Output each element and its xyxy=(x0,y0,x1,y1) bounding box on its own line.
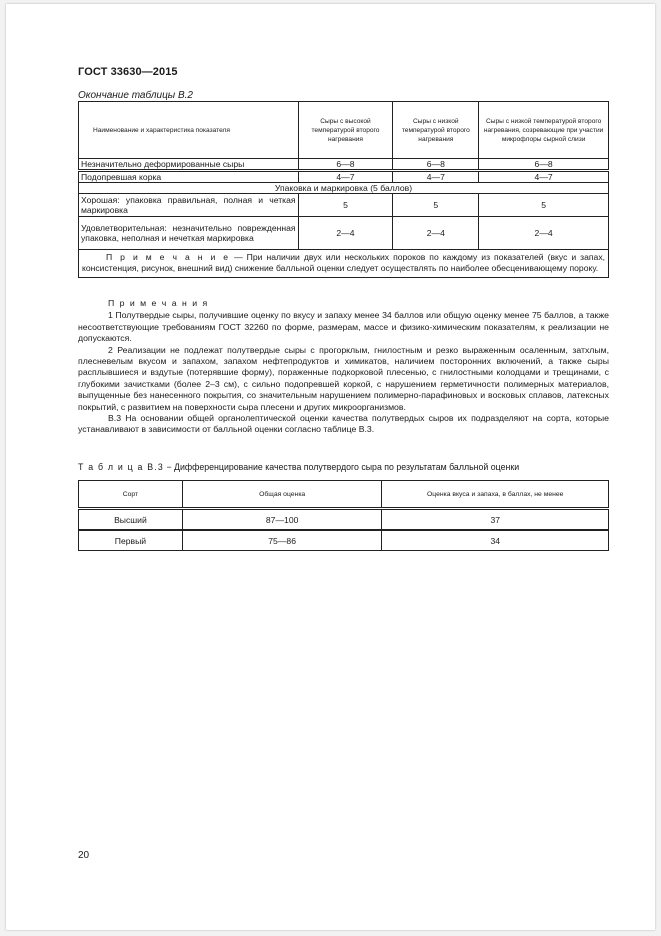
table-note xyxy=(79,250,609,278)
table-header-cell: Сыры с низкой температурой второго нагревания, созревающие при участии микрофлоры сырной слизи xyxy=(479,102,609,159)
table-cell: 87—100 xyxy=(182,509,382,531)
table-section-row xyxy=(79,183,609,194)
table-b3-header-row xyxy=(79,481,609,509)
document-page xyxy=(6,4,655,930)
table-b2-header-row xyxy=(79,102,609,159)
table-cell: Незначительно деформированные сыры xyxy=(79,159,299,171)
table-row xyxy=(79,171,609,183)
note-text: — При наличии двух или нескольких пороков по каждому из показателей (вкус и запах, консистенция, рисунок, внешний вид) снижение балльной оценки следует осуществлять по наиболее обесценивающему пороку. xyxy=(82,252,606,273)
table-cell: 4—7 xyxy=(479,171,609,183)
table-note-row xyxy=(79,250,609,278)
table-cell: 4—7 xyxy=(298,171,393,183)
table-header-cell: Сорт xyxy=(79,481,183,509)
table-b3-label: Т а б л и ц а В.3 xyxy=(78,462,164,472)
table-row xyxy=(79,159,609,171)
table-row xyxy=(79,509,609,531)
table-cell: Удовлетворительная: незначительно поврежденная упаковка, неполная и нечеткая маркировка xyxy=(79,217,299,250)
table-cell: 5 xyxy=(393,194,479,217)
table-b3-caption xyxy=(78,462,519,472)
table-row xyxy=(79,194,609,217)
document-code: ГОСТ 33630—2015 xyxy=(78,66,178,78)
table-b3-title: − Дифференцирование качества полутвердого сыра по результатам балльной оценки xyxy=(164,462,520,472)
table-header-cell: Сыры с высокой температурой второго нагревания xyxy=(298,102,393,159)
table-cell: 6—8 xyxy=(298,159,393,171)
table-cell: 2—4 xyxy=(393,217,479,250)
table-row xyxy=(79,217,609,250)
notes-block xyxy=(78,298,609,436)
table-header-cell: Наименование и характеристика показателя xyxy=(79,102,299,159)
table-cell: 37 xyxy=(382,509,609,531)
table-header-cell: Оценка вкуса и запаха, в баллах, не менее xyxy=(382,481,609,509)
note-paragraph: 1 Полутвердые сыры, получившие оценку по вкусу и запаху менее 34 баллов или общую оценку менее 75 баллов, а также несоответствующие требованиям ГОСТ 32260 по форме, размерам, массе и физико-химическим показателям, к реализации не допускаются. xyxy=(78,310,609,344)
table-b3 xyxy=(78,480,609,551)
table-header-cell: Сыры с низкой температурой второго нагревания xyxy=(393,102,479,159)
table-cell: Первый xyxy=(79,530,183,551)
body-paragraph: В.3 На основании общей органолептической оценки качества полутвердых сыров их подразделяют на сорта, которые устанавливают в зависимости от балльной оценки согласно таблице В.3. xyxy=(78,413,609,435)
table-b2 xyxy=(78,101,609,278)
table-cell: 5 xyxy=(298,194,393,217)
table-section-title: Упаковка и маркировка (5 баллов) xyxy=(79,183,609,194)
table-cell: Подопревшая корка xyxy=(79,171,299,183)
table-cell: Высший xyxy=(79,509,183,531)
table-cell: 5 xyxy=(479,194,609,217)
table-cell: 34 xyxy=(382,530,609,551)
table-cell: 2—4 xyxy=(298,217,393,250)
note-label: П р и м е ч а н и е xyxy=(106,252,231,262)
table-cell: 6—8 xyxy=(393,159,479,171)
page-number: 20 xyxy=(78,850,90,861)
note-paragraph: 2 Реализации не подлежат полутвердые сыры с прогорклым, гнилостным и резко выраженным осаленным, затхлым, плесневелым вкусом и запахом, запахом нефтепродуктов и химикатов, наличием посторонних включений, а также сыры расплывшиеся и вздутые (потерявшие форму), пораженные подкорковой плесенью, с гнилостными колодцами и трещинами, с глубокими зачистками (более 2–3 см), с сильно подопревшей коркой, с нарушением герметичности полимерных материалов, выпущенные без нанесенного покрытия, со значительным нарушением полимерно-парафиновых и восковых сплавов, латексных покрытий, с развитием на поверхности сыра плесени и других микроорганизмов. xyxy=(78,344,609,412)
table-row xyxy=(79,530,609,551)
table-cell: 4—7 xyxy=(393,171,479,183)
table-b2-caption: Окончание таблицы В.2 xyxy=(78,90,193,101)
table-cell: 6—8 xyxy=(479,159,609,171)
table-cell: 75—86 xyxy=(182,530,382,551)
table-header-cell: Общая оценка xyxy=(182,481,382,509)
table-cell: 2—4 xyxy=(479,217,609,250)
table-cell: Хорошая: упаковка правильная, полная и четкая маркировка xyxy=(79,194,299,217)
notes-title: П р и м е ч а н и я xyxy=(108,298,209,308)
